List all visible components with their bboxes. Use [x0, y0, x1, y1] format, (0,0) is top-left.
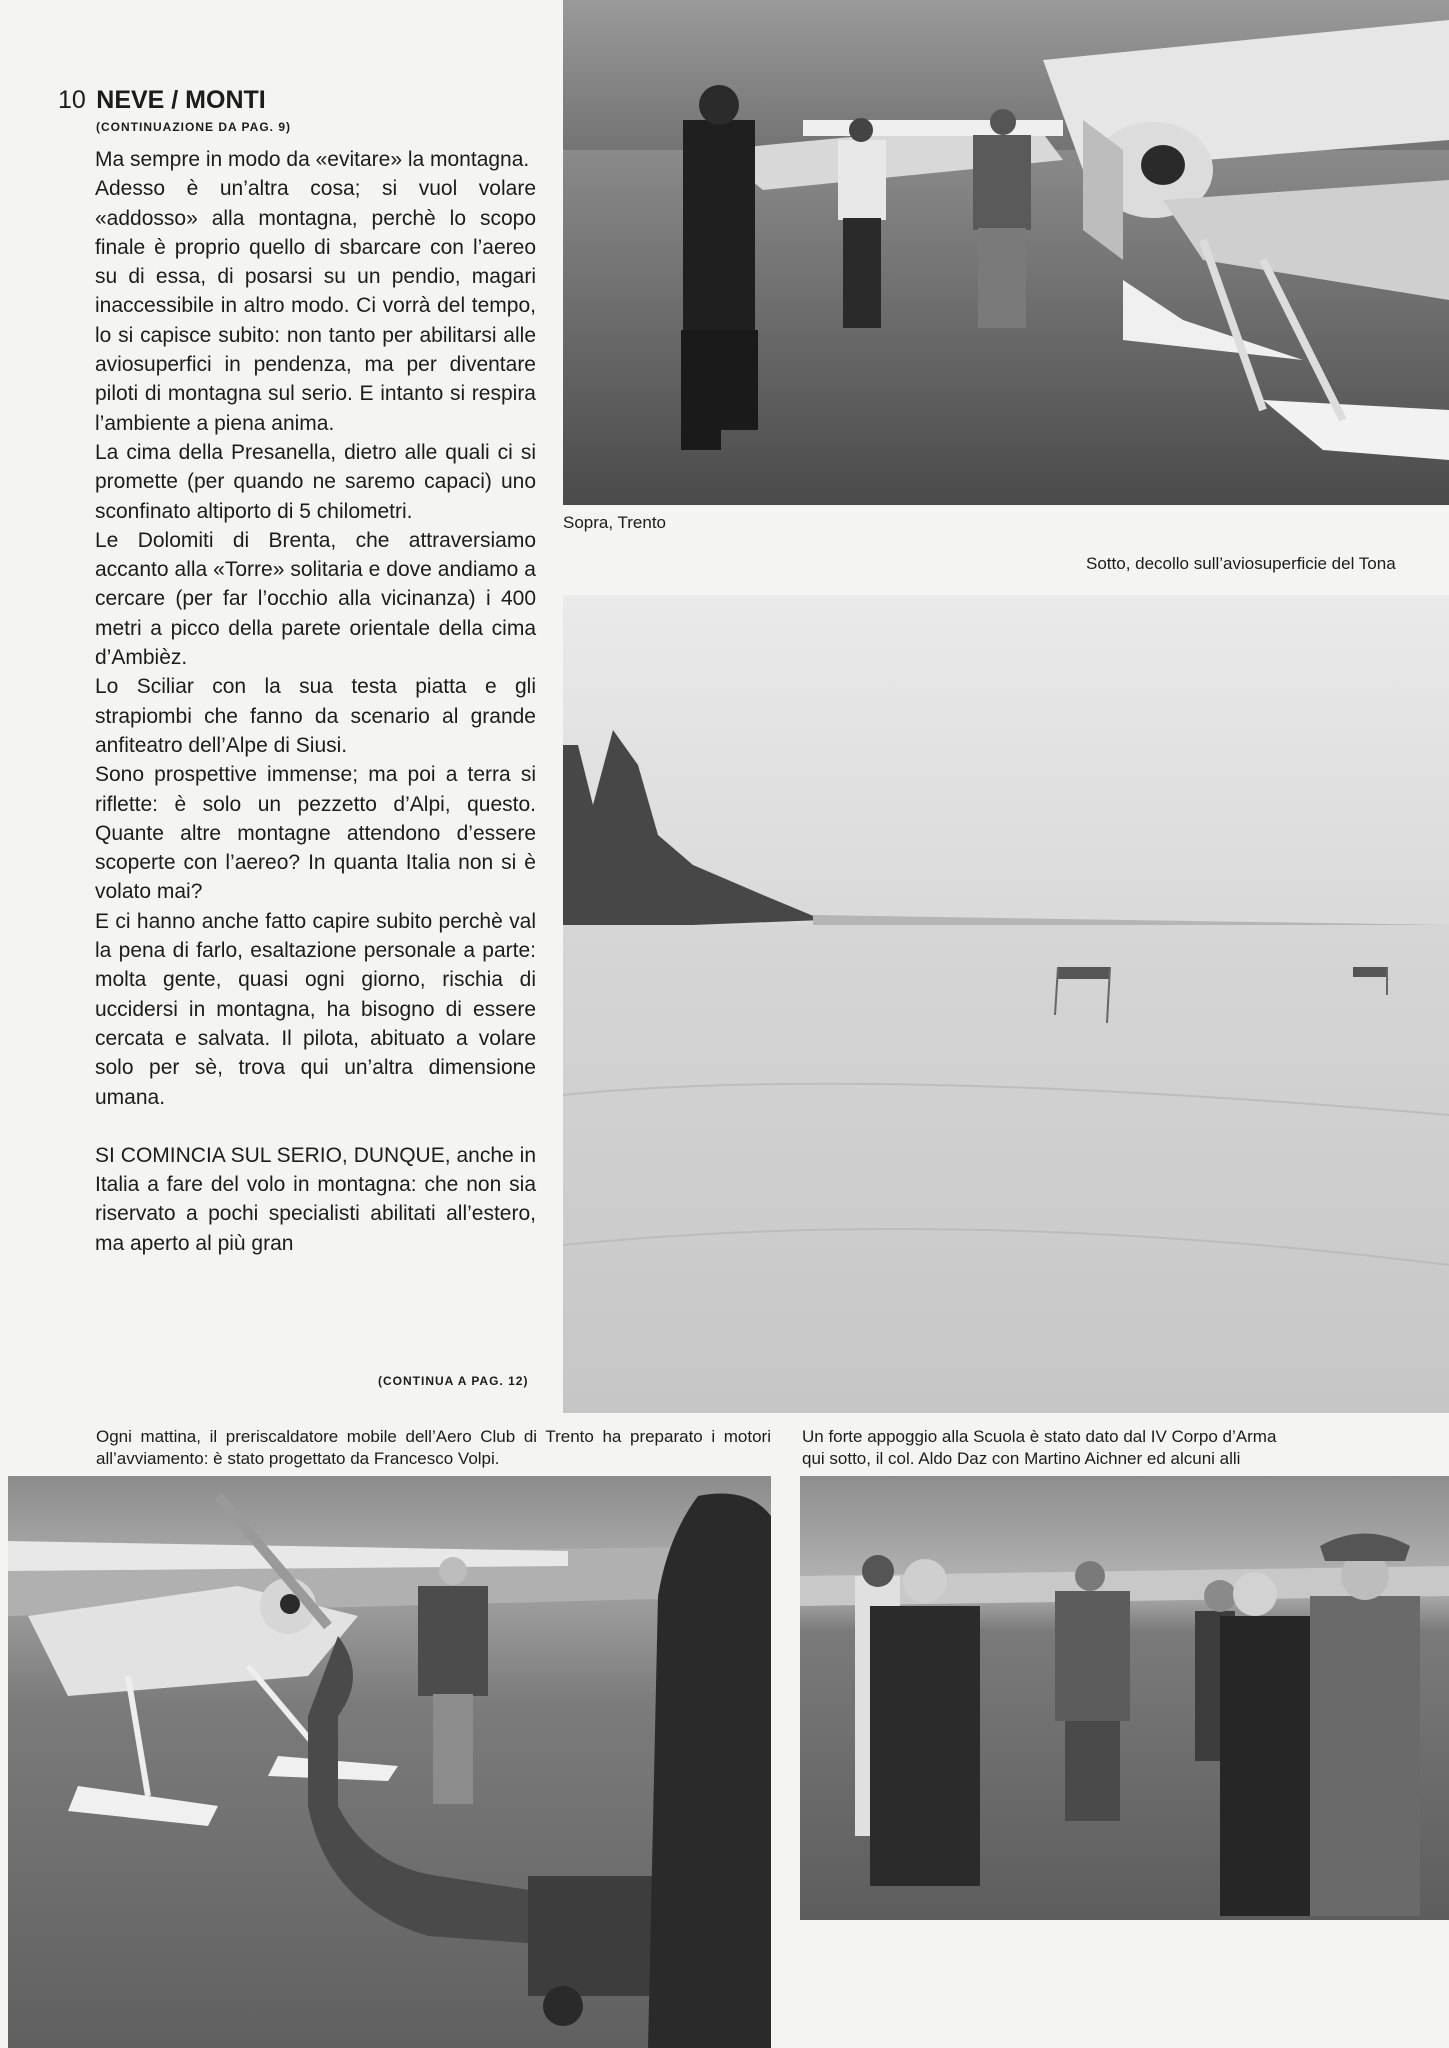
article-paragraph: La cima della Presanella, dietro alle quali ci si promette (per quando ne saremo capaci) uno sconfinato altiporto di 5 chilometri. [95, 440, 536, 523]
article-paragraph: Adesso è un’altra cosa; si vuol volare «addosso» alla montagna, perchè lo scopo finale è proprio quello di sbarcare con l’aereo su di essa, di posarsi su un pendio, magari inaccessibile in altro modo. Ci vorrà del tempo, lo si capisce subito: non tanto per abilitarsi alle aviosuperfici in pendenza, ma per diventare piloti di montagna sul serio. E intanto si respira l’ambiente a piena anima. [95, 177, 536, 435]
caption-bottom-left: Ogni mattina, il preriscaldatore mobile dell’Aero Club di Trento ha preparato i motori all’avviamento: è stato progettato da Francesco Volpi. [96, 1427, 771, 1468]
article-body [95, 145, 536, 1258]
article-paragraph: Lo Sciliar con la sua testa piatta e gli strapiombi che fanno da scenario al grande anfiteatro dell’Alpe di Siusi. [95, 675, 536, 757]
article-paragraph: E ci hanno anche fatto capire subito perchè val la pena di farlo, esaltazione personale a parte: molta gente, quasi ogni giorno, rischia di uccidersi in montagna, ha bisogno di essere cercata e salvata. Il pilota, abituato a volare solo per sè, trova qui un’altra dimensione umana. [95, 909, 536, 1109]
photo-snow-airstrip [563, 595, 1449, 1413]
photo-preheater-plane [8, 1476, 771, 2048]
continuation-to-note: (CONTINUA A PAG. 12) [378, 1374, 529, 1388]
photo-pilots-ski-plane [563, 0, 1449, 505]
caption-top-left: Sopra, Trento [563, 513, 667, 532]
page-header [58, 86, 266, 115]
photo-officers-group [800, 1476, 1449, 1920]
page-number: 10 [58, 86, 86, 114]
article-paragraph-lead: SI COMINCIA SUL SERIO, DUNQUE, anche in Italia a fare del volo in montagna: che non sia riservato a pochi specialisti abilitati all’estero, ma aperto al più gran [95, 1143, 536, 1255]
article-paragraph: Sono prospettive immense; ma poi a terra si riflette: è solo un pezzetto d’Alpi, questo. Quante altre montagne attendono d’essere scoperte con l’aereo? In quanta Italia non si è volato mai? [95, 763, 536, 904]
continuation-from-note: (CONTINUAZIONE DA PAG. 9) [96, 120, 291, 134]
article-paragraph: Le Dolomiti di Brenta, che attraversiamo accanto alla «Torre» solitaria e dove andiamo a cercare (per far l’occhio alla vicinanza) i 400 metri a picco della parete orientale della cima d’Ambièz. [95, 528, 536, 670]
caption-bottom-right-line: Un forte appoggio alla Scuola è stato dato dal IV Corpo d’Arma [802, 1427, 1277, 1446]
caption-bottom-right [802, 1426, 1449, 1470]
caption-bottom-right-line: qui sotto, il col. Aldo Daz con Martino Aichner ed alcuni alli [802, 1449, 1241, 1468]
caption-top-right: Sotto, decollo sull’aviosuperficie del Tona [1086, 554, 1396, 573]
article-paragraph: Ma sempre in modo da «evitare» la montagna. [95, 148, 530, 171]
section-title: NEVE / MONTI [96, 86, 266, 114]
